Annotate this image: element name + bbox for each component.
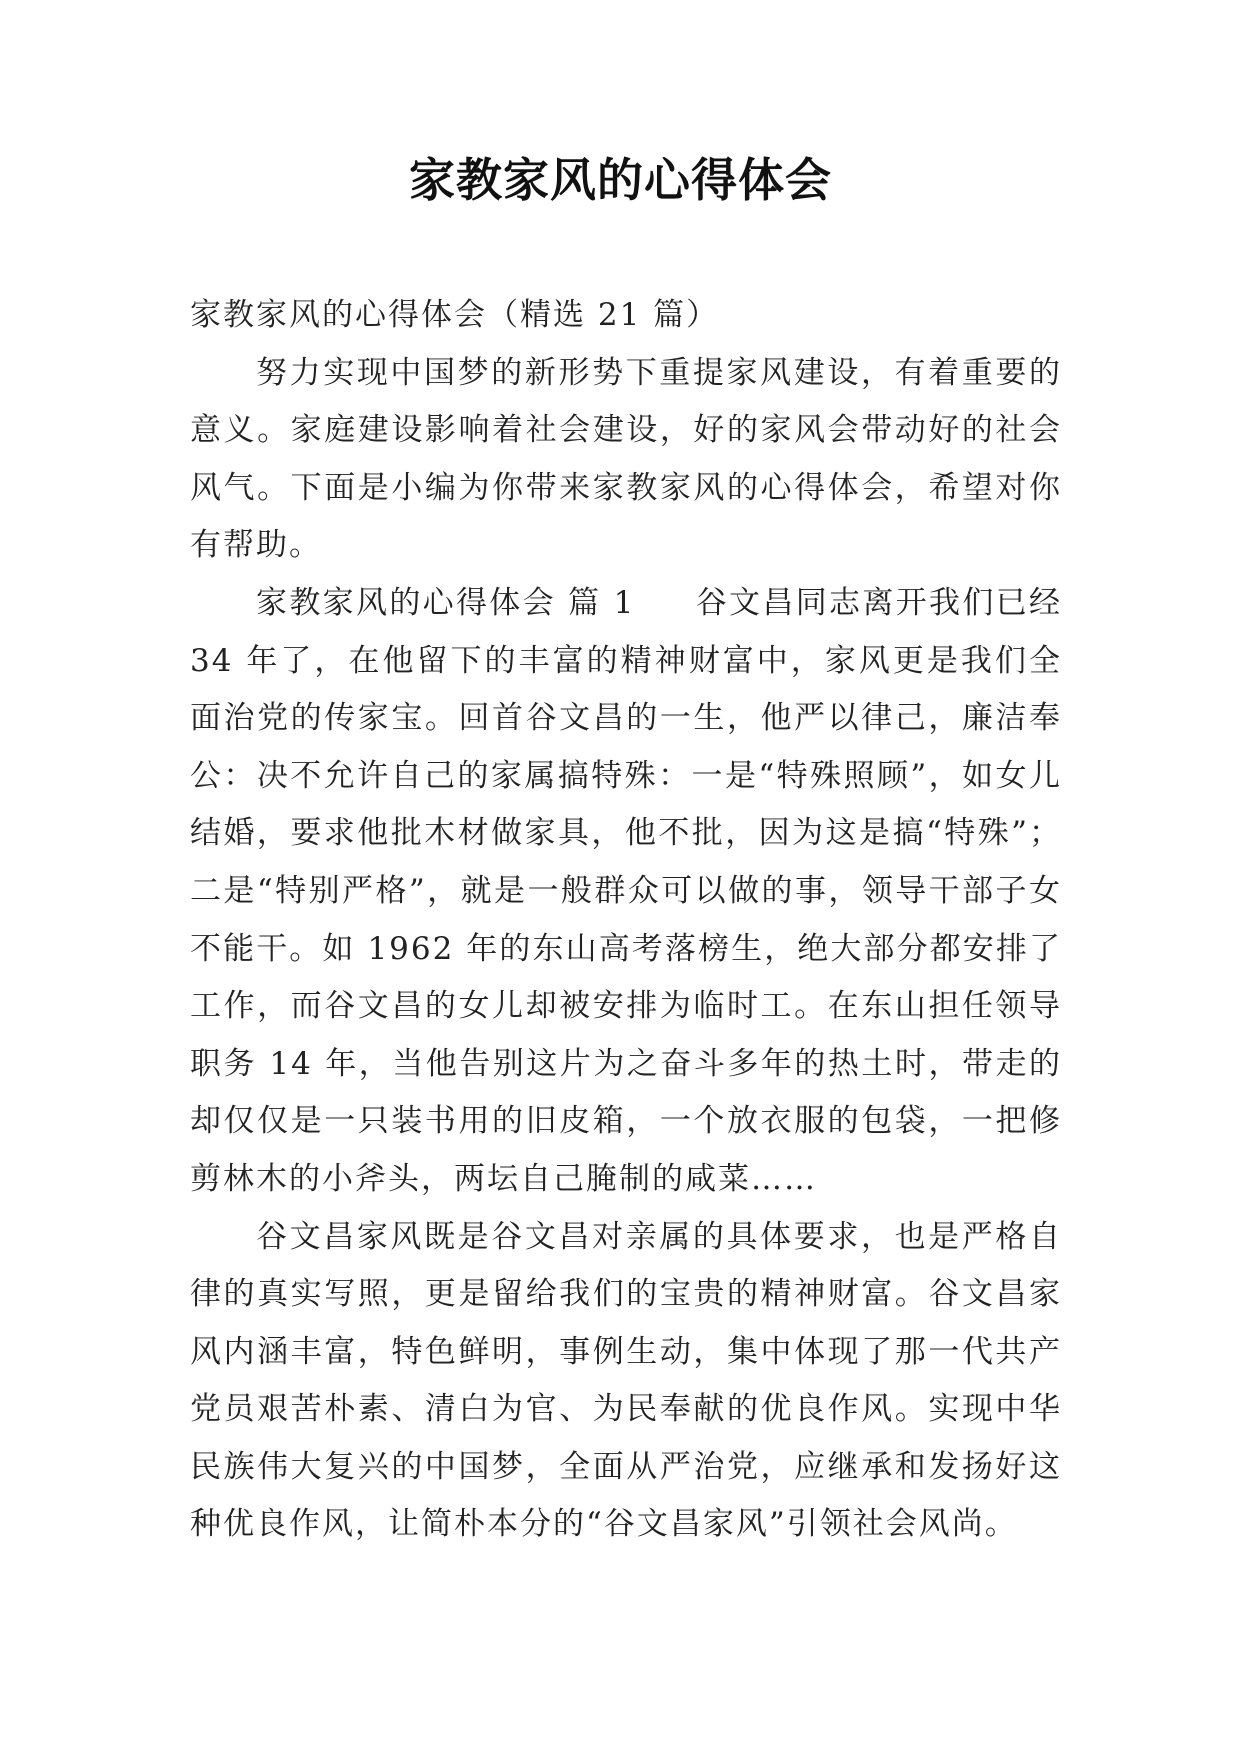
intro-paragraph: 努力实现中国梦的新形势下重提家风建设，有着重要的意义。家庭建设影响着社会建设，好的家风会带动好的社会风气。下面是小编为你带来家教家风的心得体会，希望对你有帮助。 — [190, 354, 1062, 564]
document-body — [190, 287, 1062, 1554]
section-1-paragraph-2: 谷文昌家风既是谷文昌对亲属的具体要求，也是严格自律的真实写照，更是留给我们的宝贵的精神财富。谷文昌家风内涵丰富，特色鲜明，事例生动，集中体现了那一代共产党员艰苦朴素、清白为官、为民奉献的优良作风。实现中华民族伟大复兴的中国梦，全面从严治党，应继承和发扬好这种优良作风，让简朴本分的“谷文昌家风”引领社会风尚。 — [190, 1218, 1062, 1543]
document-subtitle: 家教家风的心得体会（精选 21 篇） — [190, 297, 720, 333]
document-title: 家教家风的心得体会 — [409, 153, 832, 207]
section-heading: 家教家风的心得体会 篇 1 — [256, 584, 636, 621]
section-1-text: 谷文昌同志离开我们已经 34 年了，在他留下的丰富的精神财富中，家风更是我们全面治党的传家宝。回首谷文昌的一生，他严以律己，廉洁奉公：决不允许自己的家属搞特殊：一是“特殊照顾”，如女儿结婚，要求他批木材做家具，他不批，因为这是搞“特殊”；二是“特别严格”，就是一般群众可以做的事，领导干部子女不能干。如 1962 年的东山高考落榜生，绝大部分都安排了工作，而谷文昌的女儿却被安排为临时工。在东山担任领导职务 14 年，当他告别这片为之奋斗多年的热土时，带走的却仅仅是一只装书用的旧皮箱，一个放衣服的包袋，一把修剪林木的小斧头，两坛自己腌制的咸菜…… — [190, 584, 1063, 1197]
section-1-paragraph — [190, 575, 1062, 1209]
